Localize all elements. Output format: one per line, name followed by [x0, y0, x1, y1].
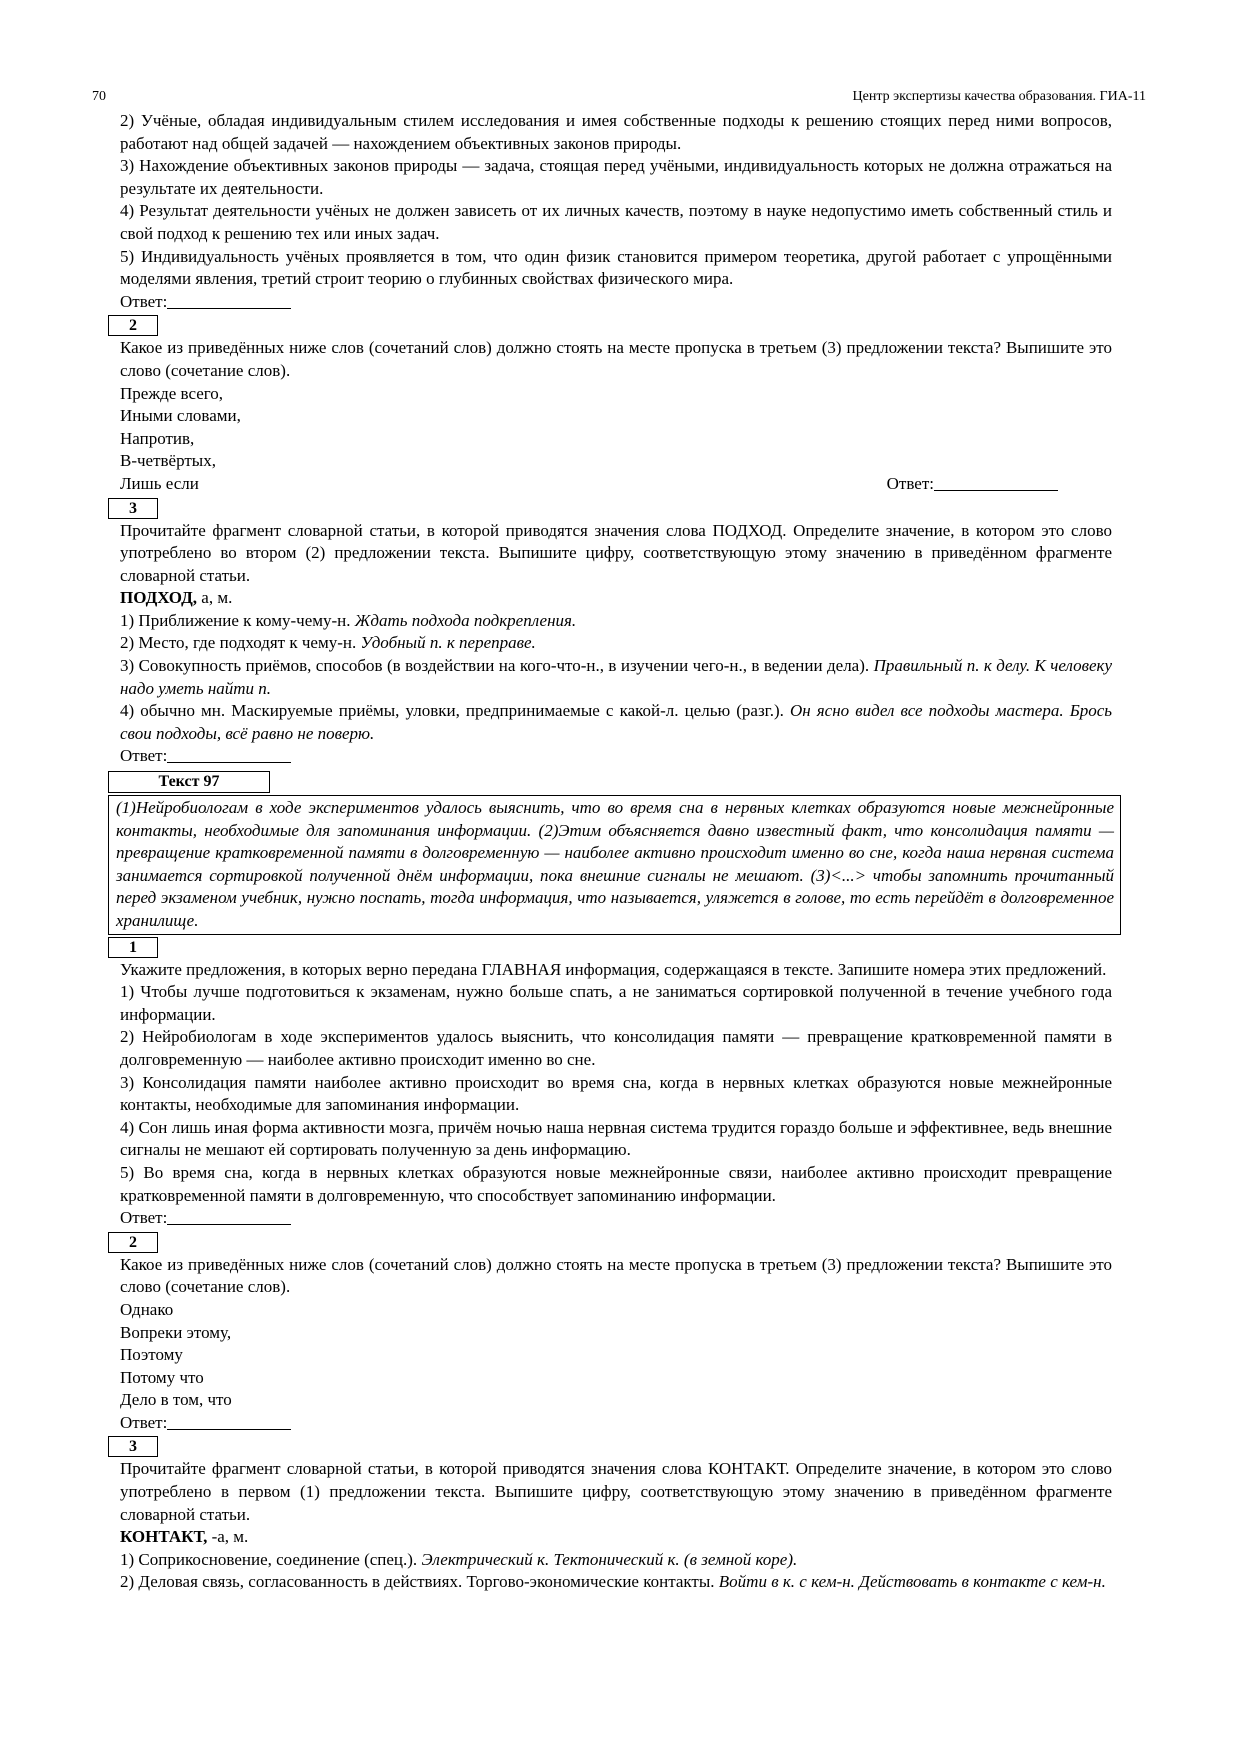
option-top-2: 2) Учёные, обладая индивидуальным стилем исследования и имея собственные подходы к решению стоящих перед ними вопросов, работают над общей задачей — нахождением объективных законов природы.	[120, 111, 1112, 153]
answer-label: Ответ:	[886, 473, 934, 493]
choice-option: Вопреки этому,	[120, 1322, 232, 1342]
task-number-box: 3	[108, 498, 158, 519]
task-number-box: 2	[108, 1232, 158, 1253]
page-content	[116, 110, 1114, 1594]
meaning-example: Ждать подхода подкрепления.	[354, 610, 577, 630]
choice-option: Потому что	[120, 1367, 204, 1387]
choice-option: Однако	[120, 1299, 174, 1319]
meaning-definition: 2) Место, где подходят к чему-н.	[120, 633, 361, 653]
statement-option: 2) Нейробиологам в ходе экспериментов удалось выяснить, что консолидация памяти — превращение кратковременной памяти в долговременную — наиболее активно происходит именно во сне.	[120, 1027, 1112, 1069]
answer-line	[120, 745, 1112, 768]
choice-option: Напротив,	[120, 428, 195, 448]
dictionary-headword: КОНТАКТ,	[120, 1527, 208, 1547]
dictionary-headword-line	[120, 1526, 1112, 1549]
meaning-definition: 1) Соприкосновение, соединение (спец.).	[120, 1549, 422, 1569]
meaning-example: Правильный п. к делу. К человеку надо уметь найти п.	[120, 656, 1112, 698]
answer-label: Ответ:	[120, 1208, 168, 1228]
answer-blank[interactable]	[167, 1413, 291, 1430]
task-number-box: 1	[108, 937, 158, 958]
dictionary-meaning	[120, 1571, 1112, 1594]
running-header: Центр экспертизы качества образования. ГИА-11	[852, 89, 1146, 104]
last-option-row	[120, 473, 1058, 496]
task-number-box: 3	[108, 1436, 158, 1457]
option-top-4: 4) Результат деятельности учёных не должен зависеть от их личных качеств, поэтому в науке недопустимо иметь собственный стиль и свой подход к решению тех или иных задач.	[120, 201, 1112, 243]
statement-option: 5) Во время сна, когда в нервных клетках образуются новые межнейронные связи, наиболее активно происходит превращение кратковременной памяти в долговременную, что способствует запоминанию информации.	[120, 1162, 1112, 1205]
dictionary-meaning	[120, 700, 1112, 745]
statement-option: 4) Сон лишь иная форма активности мозга, причём ночью наша нервная система трудится гораздо больше и эффективнее, ведь внешние сигналы не мешают ей сортировать полученную за день информацию.	[120, 1117, 1112, 1160]
answer-line	[887, 473, 1058, 496]
dictionary-headword: ПОДХОД,	[120, 588, 198, 608]
option-top-3: 3) Нахождение объективных законов природы — задача, стоящая перед учёными, индивидуальность которых не должна отражаться на результате их деятельности.	[120, 156, 1112, 198]
task-text: Какое из приведённых ниже слов (сочетаний слов) должно стоять на месте пропуска в третьем (3) предложении текста? Выпишите это слово (сочетание слов).	[120, 338, 1112, 380]
dictionary-meaning	[120, 655, 1112, 700]
meaning-example: Электрический к. Тектонический к. (в земной коре).	[421, 1549, 798, 1569]
task-text: Укажите предложения, в которых верно передана ГЛАВНАЯ информация, содержащаяся в тексте. Запишите номера этих предложений.	[120, 959, 1107, 979]
dictionary-meaning	[120, 632, 1112, 655]
answer-blank[interactable]	[934, 474, 1058, 491]
choice-option: Поэтому	[120, 1345, 183, 1365]
meaning-example: Удобный п. к переправе.	[360, 633, 536, 653]
answer-blank[interactable]	[167, 746, 291, 763]
option-top-5: 5) Индивидуальность учёных проявляется в том, что один физик становится примером теоретика, другой работает с упрощёнными моделями явления, третий строит теорию о глубинных свойствах физического мира.	[120, 246, 1112, 289]
answer-line	[120, 1207, 1112, 1230]
statement-option: 1) Чтобы лучше подготовиться к экзаменам, нужно больше спать, а не заниматься сортировкой полученной в течение учебного года информации.	[120, 982, 1112, 1024]
task-text: Прочитайте фрагмент словарной статьи, в которой приводятся значения слова ПОДХОД. Определите значение, в котором это слово употреблено во втором (2) предложении текста. Выпишите цифру, соответствующую этому значению в приведённом фрагменте словарной статьи.	[120, 520, 1112, 585]
dictionary-meaning	[120, 610, 1112, 633]
choice-option: Прежде всего,	[120, 383, 224, 403]
text-label: Текст 97	[108, 771, 270, 793]
dictionary-meaning	[120, 1549, 1112, 1572]
task-text: Какое из приведённых ниже слов (сочетаний слов) должно стоять на месте пропуска в третьем (3) предложении текста? Выпишите это слово (сочетание слов).	[120, 1254, 1112, 1297]
dictionary-headword-line	[120, 587, 1112, 610]
answer-line	[120, 1412, 1112, 1435]
reading-text-box: (1)Нейробиологам в ходе экспериментов удалось выяснить, что во время сна в нервных клетках образуются новые межнейронные контакты, необходимые для запоминания информации. (2)Этим объясняется давно известный факт, что консолидация памяти — превращение кратковременной памяти в долговременную — наиболее активно происходит именно во сне, когда наша нервная система занимается сортировкой полученной днём информации, пока внешние сигналы не мешают. (3)<...> чтобы запомнить прочитанный перед экзаменом учебник, нужно поспать, тогда информация, что называется, уляжется в голове, то есть перейдёт в долговременное хранилище.	[108, 795, 1121, 935]
meaning-definition: 2) Деловая связь, согласованность в действиях. Торгово-экономические контакты.	[120, 1572, 719, 1592]
dictionary-grammar: -а, м.	[207, 1527, 249, 1547]
choice-option: Иными словами,	[120, 406, 241, 426]
answer-line	[120, 291, 1112, 314]
answer-label: Ответ:	[120, 746, 168, 766]
statement-option: 3) Консолидация памяти наиболее активно происходит во время сна, когда в нервных клетках образуются новые межнейронные контакты, необходимые для запоминания информации.	[120, 1072, 1112, 1115]
task-number-box: 2	[108, 315, 158, 336]
meaning-definition: 1) Приближение к кому-чему-н.	[120, 610, 355, 630]
choice-option: Лишь если	[120, 473, 199, 493]
answer-label: Ответ:	[120, 1412, 168, 1432]
answer-label: Ответ:	[120, 291, 168, 311]
meaning-definition: 3) Совокупность приёмов, способов (в воздействии на кого-что-н., в изучении чего-н., в ведении дела).	[120, 656, 874, 676]
page-number: 70	[92, 89, 106, 104]
task-text: Прочитайте фрагмент словарной статьи, в которой приводятся значения слова КОНТАКТ. Определите значение, в котором это слово употреблено в первом (1) предложении текста. Выпишите цифру, соответствующую этому значению в приведённом фрагменте словарной статьи.	[120, 1459, 1112, 1524]
dictionary-grammar: а, м.	[197, 588, 233, 608]
choice-option: В-четвёртых,	[120, 451, 216, 471]
answer-blank[interactable]	[167, 292, 291, 309]
meaning-definition: 4) обычно мн. Маскируемые приёмы, уловки, предпринимаемые с какой-л. целью (разг.).	[120, 701, 790, 721]
meaning-example: Он ясно видел все подходы мастера. Брось свои подходы, всё равно не поверю.	[120, 701, 1112, 743]
choice-option: Дело в том, что	[120, 1390, 232, 1410]
meaning-example: Войти в к. с кем-н. Действовать в контакте с кем-н.	[718, 1572, 1106, 1592]
answer-blank[interactable]	[167, 1208, 291, 1225]
